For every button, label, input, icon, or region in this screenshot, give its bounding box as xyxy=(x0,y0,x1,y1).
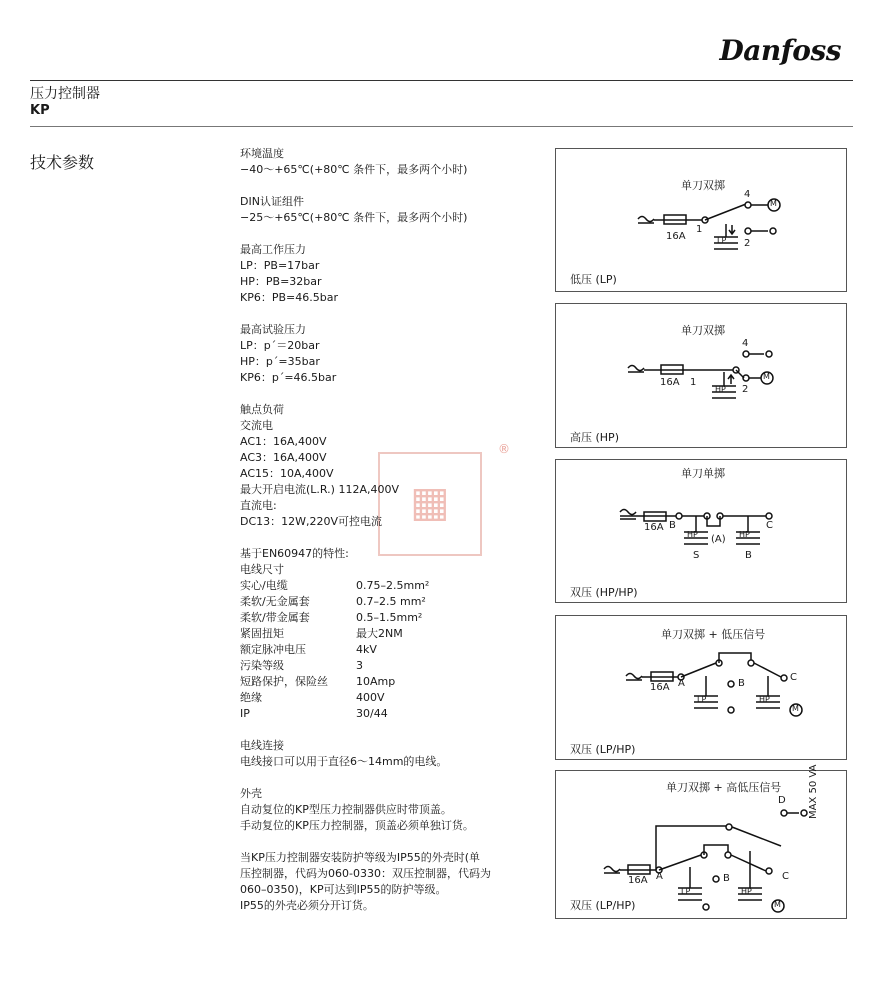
model-name: KP xyxy=(30,103,50,118)
max-test-label: 最高试验压力 xyxy=(240,323,306,336)
table-row xyxy=(240,706,429,722)
diagram-lp-hp-highlow-signal xyxy=(555,764,847,919)
fuse-label: 16A xyxy=(666,231,686,242)
terminal-label: C xyxy=(766,520,773,531)
wiring-value: 电线接口可以用于直径6～14mm的电线。 xyxy=(240,755,448,768)
spec-value: 0.75–2.5mm² xyxy=(356,579,430,592)
bellows-label: LP xyxy=(697,695,707,704)
en60947-label: 基于EN60947的特性: xyxy=(240,547,349,560)
fuse-label: 16A xyxy=(644,522,664,533)
motor-label: M xyxy=(763,372,770,381)
hp-hp-switch-diagram xyxy=(556,460,846,602)
arrow-up xyxy=(728,375,734,384)
spec-value: 10Amp xyxy=(356,675,396,688)
terminal-label: B xyxy=(669,520,676,531)
terminal-label: 2 xyxy=(744,238,751,249)
arrow-down xyxy=(729,225,735,234)
switch-arm xyxy=(705,204,746,220)
terminal-label: C xyxy=(782,871,789,882)
terminal-label: 4 xyxy=(742,338,749,349)
terminal-label: 1 xyxy=(696,224,703,235)
watermark-seal: ▦ xyxy=(378,452,482,556)
spec-line: 060–0350)，KP可达到IP55的防护等级。 xyxy=(240,883,447,896)
spec-value: 3 xyxy=(356,659,363,672)
ac-symbol xyxy=(638,217,654,224)
en60947-specs xyxy=(240,546,540,722)
diagram-hp-hp xyxy=(555,459,847,603)
spec-key: 紧固扭矩 xyxy=(240,627,284,640)
spec-line: AC3：16A,400V xyxy=(240,451,327,464)
spec-value: 30/44 xyxy=(356,707,388,720)
spec-key: 绝缘 xyxy=(240,691,262,704)
spec-key: 实心/电缆 xyxy=(240,579,288,592)
specs-column xyxy=(240,146,540,930)
diagram-hp xyxy=(555,303,847,448)
diagram-title: 单刀单掷 xyxy=(681,467,725,480)
spec-line: HP：PB=32bar xyxy=(240,275,322,288)
motor-label: M xyxy=(792,704,799,713)
terminal-label: 4 xyxy=(744,189,751,200)
table-row xyxy=(240,626,429,642)
table-row xyxy=(240,674,429,690)
header-rule xyxy=(30,80,853,81)
spec-line: DC13：12W,220V可控电流 xyxy=(240,515,383,528)
diagram-caption: 双压 (LP/HP) xyxy=(570,899,636,912)
ip55-note xyxy=(240,850,540,914)
spec-table xyxy=(240,578,429,722)
spec-value: 最大2NM xyxy=(356,627,403,640)
subheader-rule xyxy=(30,126,853,127)
max-working-pressure xyxy=(240,242,540,306)
terminal-2 xyxy=(745,228,751,234)
spec-line: LP：p´＝20bar xyxy=(240,339,320,352)
diagram-caption: 低压 (LP) xyxy=(570,273,617,286)
din-label: DIN认证组件 xyxy=(240,195,304,208)
diagram-caption: 双压 (LP/HP) xyxy=(570,743,636,756)
terminal-label: S xyxy=(693,550,700,561)
spec-line: AC15：10A,400V xyxy=(240,467,334,480)
bellows-label: HP xyxy=(739,530,750,539)
spec-line: 直流电: xyxy=(240,499,277,512)
spec-line: 交流电 xyxy=(240,419,273,432)
terminal-label: (A) xyxy=(711,534,726,545)
lp-switch-diagram xyxy=(556,149,846,291)
spec-key: 污染等级 xyxy=(240,659,284,672)
motor-label: M xyxy=(774,900,781,909)
terminal-label: D xyxy=(778,795,786,806)
spec-line: 自动复位的KP型压力控制器供应时带顶盖。 xyxy=(240,803,452,816)
ambient-label: 环境温度 xyxy=(240,147,284,160)
diagram-title: 单刀双掷 xyxy=(681,324,725,337)
spec-line: IP55的外壳必须分开订货。 xyxy=(240,899,374,912)
ambient-temp xyxy=(240,146,540,178)
spec-line: 最大开启电流(L.R.) 112A,400V xyxy=(240,483,399,496)
spec-line: KP6：PB=46.5bar xyxy=(240,291,338,304)
spec-value: 4kV xyxy=(356,643,377,656)
max-working-label: 最高工作压力 xyxy=(240,243,306,256)
spec-value: 0.5–1.5mm² xyxy=(356,611,423,624)
terminal-label: B xyxy=(723,873,730,884)
diagram-lp xyxy=(555,148,847,292)
spec-value: 0.7–2.5 mm² xyxy=(356,595,426,608)
din-value: −25～+65℃(+80℃ 条件下，最多两个小时) xyxy=(240,211,468,224)
spec-line: LP：PB=17bar xyxy=(240,259,320,272)
housing-label: 外壳 xyxy=(240,787,262,800)
spec-key: 短路保护，保险丝 xyxy=(240,675,328,688)
table-row xyxy=(240,642,429,658)
diagram-caption: 高压 (HP) xyxy=(570,431,619,444)
diagram-title: 单刀双掷 xyxy=(681,179,725,192)
contact-load-label: 触点负荷 xyxy=(240,403,284,416)
spec-key: 柔软/带金属套 xyxy=(240,611,310,624)
spec-line: 压控制器，代码为060-0330：双压控制器，代码为 xyxy=(240,867,491,880)
fuse-label: 16A xyxy=(628,875,648,886)
terminal-label: 1 xyxy=(690,377,697,388)
table-row xyxy=(240,658,429,674)
housing xyxy=(240,786,540,834)
motor-label: M xyxy=(770,199,777,208)
wiring xyxy=(240,738,540,770)
contact-load xyxy=(240,402,540,530)
bellows-label: HP xyxy=(687,530,698,539)
terminal-4 xyxy=(745,202,751,208)
spec-line: 当KP压力控制器安装防护等级为IP55的外壳时(单 xyxy=(240,851,481,864)
bellows-label: HP xyxy=(759,695,770,704)
spec-value: 400V xyxy=(356,691,385,704)
bellows-label: HP xyxy=(741,887,752,896)
table-row xyxy=(240,610,429,626)
max-test-pressure xyxy=(240,322,540,386)
section-title: 技术参数 xyxy=(30,153,95,172)
table-row xyxy=(240,594,429,610)
terminal-label: A xyxy=(678,678,685,689)
page-title: 压力控制器 xyxy=(30,86,100,102)
spec-line: KP6：p´=46.5bar xyxy=(240,371,337,384)
terminal-label: B xyxy=(745,550,752,561)
fuse-label: 16A xyxy=(650,682,670,693)
ambient-value: −40～+65℃(+80℃ 条件下，最多两个小时) xyxy=(240,163,468,176)
bellows-label: LP xyxy=(681,887,691,896)
danfoss-logo: Danfoss xyxy=(719,34,841,67)
spec-line: AC1：16A,400V xyxy=(240,435,327,448)
diagram-caption: 双压 (HP/HP) xyxy=(570,586,638,599)
din-temp xyxy=(240,194,540,226)
bellows-label: HP xyxy=(715,385,726,394)
spec-key: 柔软/无金属套 xyxy=(240,595,310,608)
lamp-icon xyxy=(770,228,776,234)
terminal-label: C xyxy=(790,672,797,683)
spec-line: HP：p´=35bar xyxy=(240,355,320,368)
table-row xyxy=(240,578,429,594)
registered-mark: ® xyxy=(498,442,510,456)
fuse-label: 16A xyxy=(660,377,680,388)
table-row xyxy=(240,690,429,706)
diagram-title: 单刀双掷 + 低压信号 xyxy=(661,628,766,641)
spec-key: 额定脉冲电压 xyxy=(240,643,306,656)
bellows-label: LP xyxy=(717,236,727,245)
diagram-lp-hp-signal xyxy=(555,615,847,760)
diagram-title: 单刀双掷 + 高低压信号 xyxy=(666,781,782,794)
rating-label: MAX 50 VA xyxy=(808,764,819,819)
wire-size-label: 电线尺寸 xyxy=(240,563,284,576)
terminal-label: A xyxy=(656,871,663,882)
spec-key: IP xyxy=(240,707,250,720)
spec-line: 手动复位的KP压力控制器，顶盖必须单独订货。 xyxy=(240,819,474,832)
terminal-label: B xyxy=(738,678,745,689)
terminal-label: 2 xyxy=(742,384,749,395)
wiring-label: 电线连接 xyxy=(240,739,284,752)
